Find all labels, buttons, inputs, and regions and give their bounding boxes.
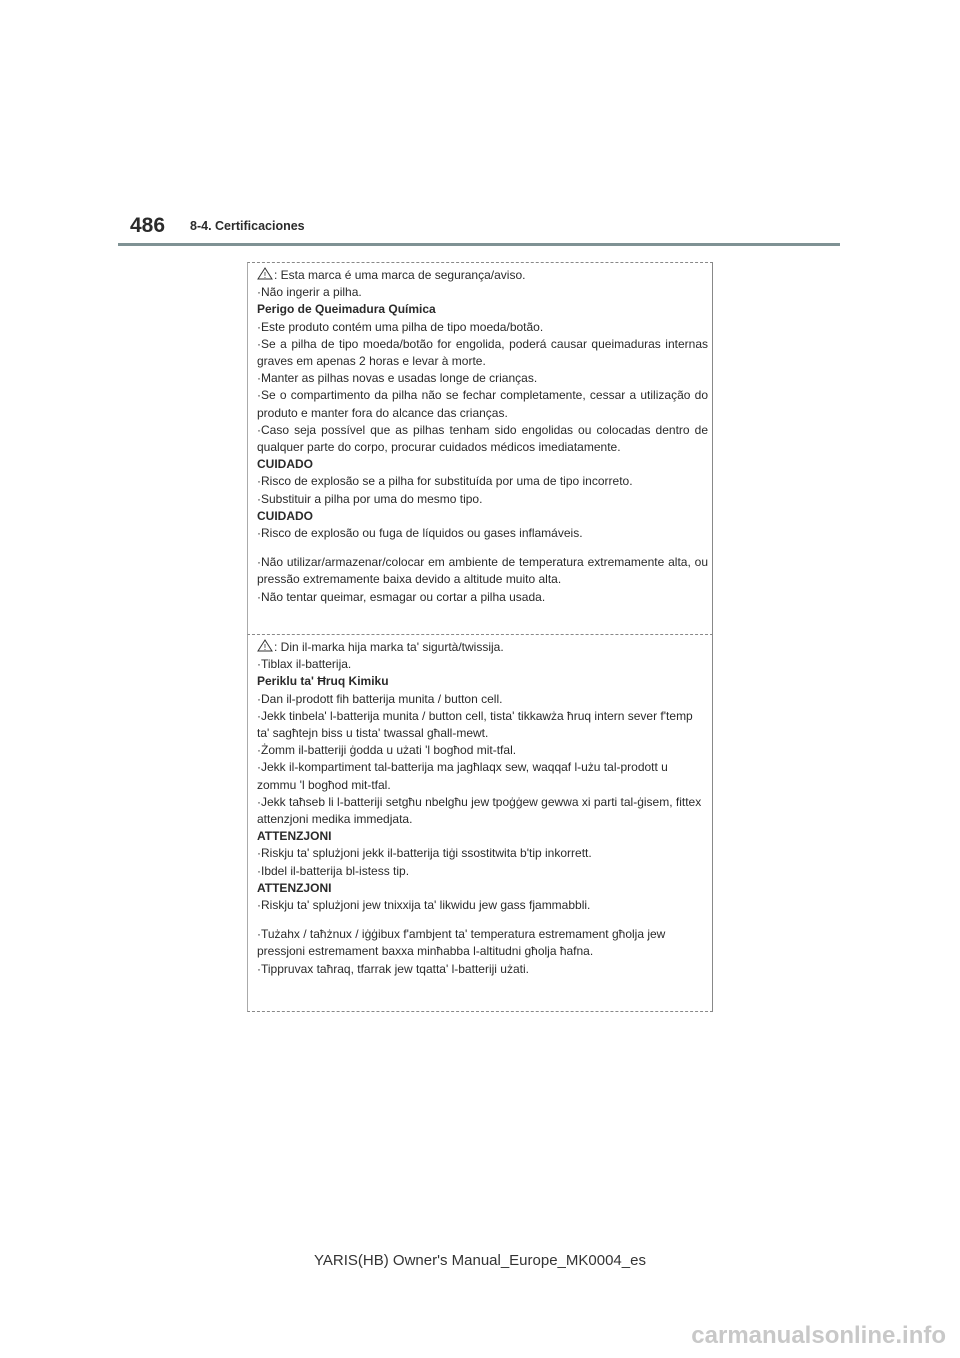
notice-portuguese [247,262,713,635]
list-item: ·Não tentar queimar, esmagar ou cortar a pilha usada. [257,589,546,604]
list-item: ·Risco de explosão ou fuga de líquidos ou gases inflamáveis. [257,526,583,541]
subheading: CUIDADO [257,508,313,523]
svg-text:!: ! [263,643,267,652]
list-item: ·Manter as pilhas novas e usadas longe de crianças. [257,371,538,386]
list-item: ·Este produto contém uma pilha de tipo moeda/botão. [257,319,544,334]
list-item: ·Tippruvax taħraq, tfarrak jew tqatta' l-batteriji użati. [257,961,529,976]
list-item: ·Riskju ta' splużjoni jekk il-batterija tiġi ssostitwita b'tip inkorrett. [257,846,592,861]
list-item: ·Risco de explosão se a pilha for substituída por uma de tipo incorreto. [257,474,633,489]
watermark: carmanualsonline.info [691,1322,946,1349]
safety-mark-line: ! : Din il-marka hija marka ta' sigurtà/twissija. [257,639,708,656]
list-item: ·Se a pilha de tipo moeda/botão for engolida, poderá causar queimaduras internas graves em apenas 2 horas e levar à morte. [257,336,708,369]
list-item: ·Não ingerir a pilha. [257,285,362,300]
spacer [257,914,708,926]
subheading: ATTENZJONI [257,880,332,895]
list-item: ·Substituir a pilha por uma do mesmo tipo. [257,491,483,506]
subheading: Periklu ta' Ħruq Kimiku [257,674,389,689]
subheading: CUIDADO [257,457,313,472]
svg-text:!: ! [263,271,267,280]
warning-triangle-icon [257,639,273,652]
list-item: ·Tiblax il-batterija. [257,657,352,672]
spacer [257,542,708,554]
list-item: ·Não utilizar/armazenar/colocar em ambiente de temperatura extremamente alta, ou pressão extremamente baixa devido a altitude muito alta. [257,555,708,587]
list-item: ·Tużahx / taħżnux / iġġibux f'ambjent ta' temperatura estremament għolja jew pressjoni estremament baxxa minħabba l-altitudni għolja ħafna. [257,927,666,959]
list-item: ·Dan il-prodott fih batterija munita / button cell. [257,691,503,706]
header-divider [118,243,840,246]
section-title: 8-4. Certificaciones [190,219,305,233]
page-number: 486 [130,214,166,237]
subheading: ATTENZJONI [257,829,332,844]
list-item: ·Jekk tinbela' l-batterija munita / button cell, tista' tikkawża ħruq intern sever f'temp ta' sagħtejn biss u tista' twassal għall-mewt. [257,708,693,741]
list-item: ·Jekk il-kompartiment tal-batterija ma jagħlaqx sew, waqqaf l-użu tal-prodott u zommu 'l bogħod mit-tfal. [257,760,668,792]
list-item: ·Se o compartimento da pilha não se fechar completamente, cessar a utilização do produto e manter fora do alcance das crianças. [257,388,708,420]
list-item: ·Ibdel il-batterija bl-istess tip. [257,863,410,878]
manual-footer: YARIS(HB) Owner's Manual_Europe_MK0004_es [314,1252,646,1269]
list-item: ·Caso seja possível que as pilhas tenham sido engolidas ou colocadas dentro de qualquer parte do corpo, procurar cuidados médicos imediatamente. [257,422,708,455]
list-item: ·Żomm il-batteriji ġodda u użati 'l bogħod mit-tfal. [257,743,517,758]
subheading: Perigo de Queimadura Química [257,302,436,317]
list-item: ·Jekk taħseb li l-batteriji setgħu nbelgħu jew tpoġġew gewwa xi parti tal-ġisem, fittex attenzjoni medika immedjata. [257,794,702,827]
list-item: ·Riskju ta' splużjoni jew tnixxija ta' likwidu jew gass fjammabbli. [257,898,591,913]
warning-triangle-icon [257,267,273,280]
safety-mark-line: ! : Esta marca é uma marca de segurança/aviso. [257,267,708,284]
notice-maltese [247,634,713,1012]
